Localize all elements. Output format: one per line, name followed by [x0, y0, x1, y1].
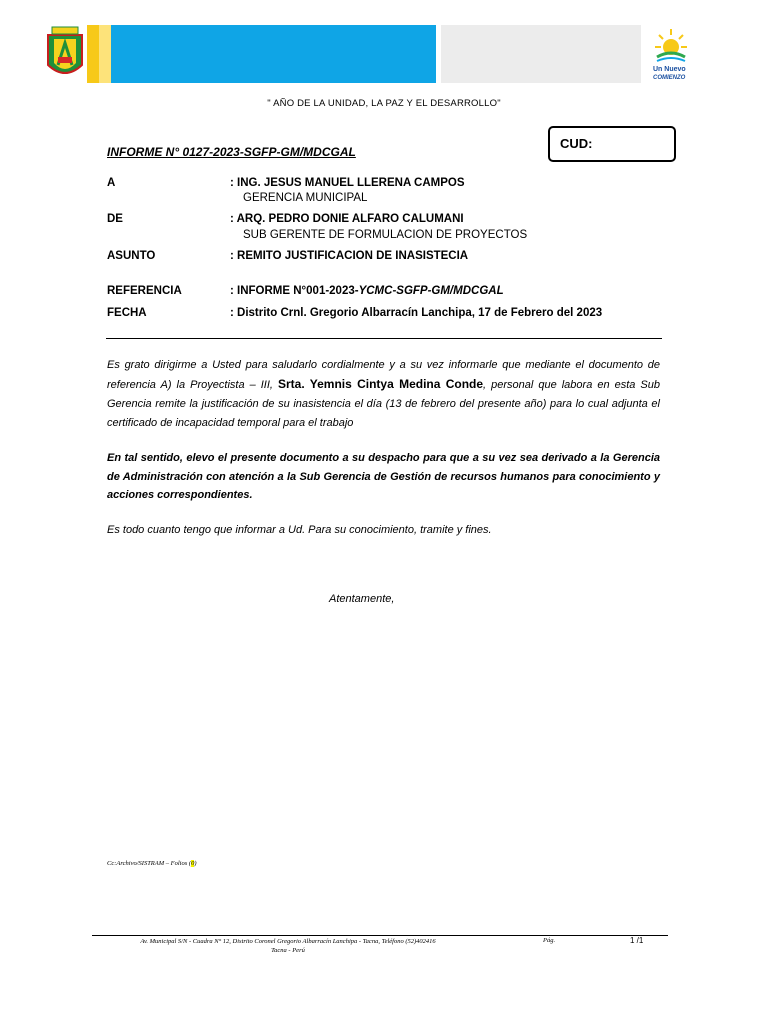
header-band-gray [441, 25, 641, 83]
body-paragraph-3: Es todo cuanto tengo que informar a Ud. Para su conocimiento, tramite y fines. [107, 524, 492, 536]
page-number: 1 /1 [630, 936, 644, 945]
from-name: : ARQ. PEDRO DONIE ALFARO CALUMANI [230, 213, 464, 225]
subject-label: ASUNTO [107, 250, 156, 262]
municipal-crest-logo [44, 25, 86, 83]
date-value: : Distrito Crnl. Gregorio Albarracín Lanchipa, 17 de Febrero del 2023 [230, 307, 603, 319]
cud-label: CUD: [560, 136, 593, 151]
to-label: A [107, 177, 116, 189]
footer-address [108, 937, 468, 955]
archive-prefix: Cc:Archivo/SISTRAM – Folios ( [107, 860, 192, 867]
body-paragraph-1 [107, 356, 660, 433]
archive-suffix: ) [194, 860, 197, 867]
footer-address-line: Av. Municipal S/N - Cuadra N° 12, Distrito Coronel Gregorio Albarracín Lanchipa - Tacna, Teléfono (52)402416 [140, 938, 436, 945]
to-name: : ING. JESUS MANUEL LLERENA CAMPOS [230, 177, 465, 189]
reference-prefix: : INFORME N°001-2023- [230, 285, 359, 297]
page-label: Pág. [543, 937, 556, 944]
date-label: FECHA [107, 307, 147, 319]
header-band-yellow [87, 25, 99, 83]
reference-value [230, 285, 504, 297]
para1-end: , personal que labora en esta Sub Gerencia remite la justificación de su inasistencia el día (13 de febrero del presente año) para lo cual adjunta el certificado de incapacidad temporal para el trabajo [107, 379, 660, 429]
to-role: GERENCIA MUNICIPAL [243, 192, 368, 204]
reference-label: REFERENCIA [107, 285, 182, 297]
svg-text:Un Nuevo: Un Nuevo [653, 66, 686, 73]
header-band-light-yellow [99, 25, 111, 83]
archive-note [107, 860, 196, 867]
reference-suffix: YCMC-SGFP-GM/MDCGAL [358, 285, 504, 297]
closing: Atentamente, [329, 593, 395, 605]
separator-rule [106, 338, 662, 339]
folios-count: 0 [191, 860, 195, 867]
un-nuevo-comienzo-logo [651, 25, 691, 83]
document-number: INFORME N° 0127-2023-SGFP-GM/MDCGAL [107, 145, 356, 159]
footer-rule [92, 935, 668, 936]
body-paragraph-2: En tal sentido, elevo el presente documento a su despacho para que a su vez sea derivado a la Gerencia de Administración con atención a la Sub Gerencia de Gestión de recursos humanos para conocimiento y acciones correspondientes. [107, 452, 660, 501]
subject-value: : REMITO JUSTIFICACION DE INASISTECIA [230, 250, 469, 262]
header-band-blue [111, 25, 436, 83]
from-label: DE [107, 213, 123, 225]
year-motto: " AÑO DE LA UNIDAD, LA PAZ Y EL DESARROLLO" [267, 98, 501, 109]
footer-city: Tacna - Perú [271, 947, 305, 954]
person-name: Srta. Yemnis Cintya Medina Conde [278, 377, 484, 391]
svg-text:COMIENZO: COMIENZO [653, 75, 686, 81]
from-role: SUB GERENTE DE FORMULACION DE PROYECTOS [243, 229, 528, 241]
para1-start: Es grato dirigirme a Usted para saludarlo cordialmente y a su vez informarle que mediante el documento de referencia A) la Proyectista – III, [107, 359, 660, 391]
